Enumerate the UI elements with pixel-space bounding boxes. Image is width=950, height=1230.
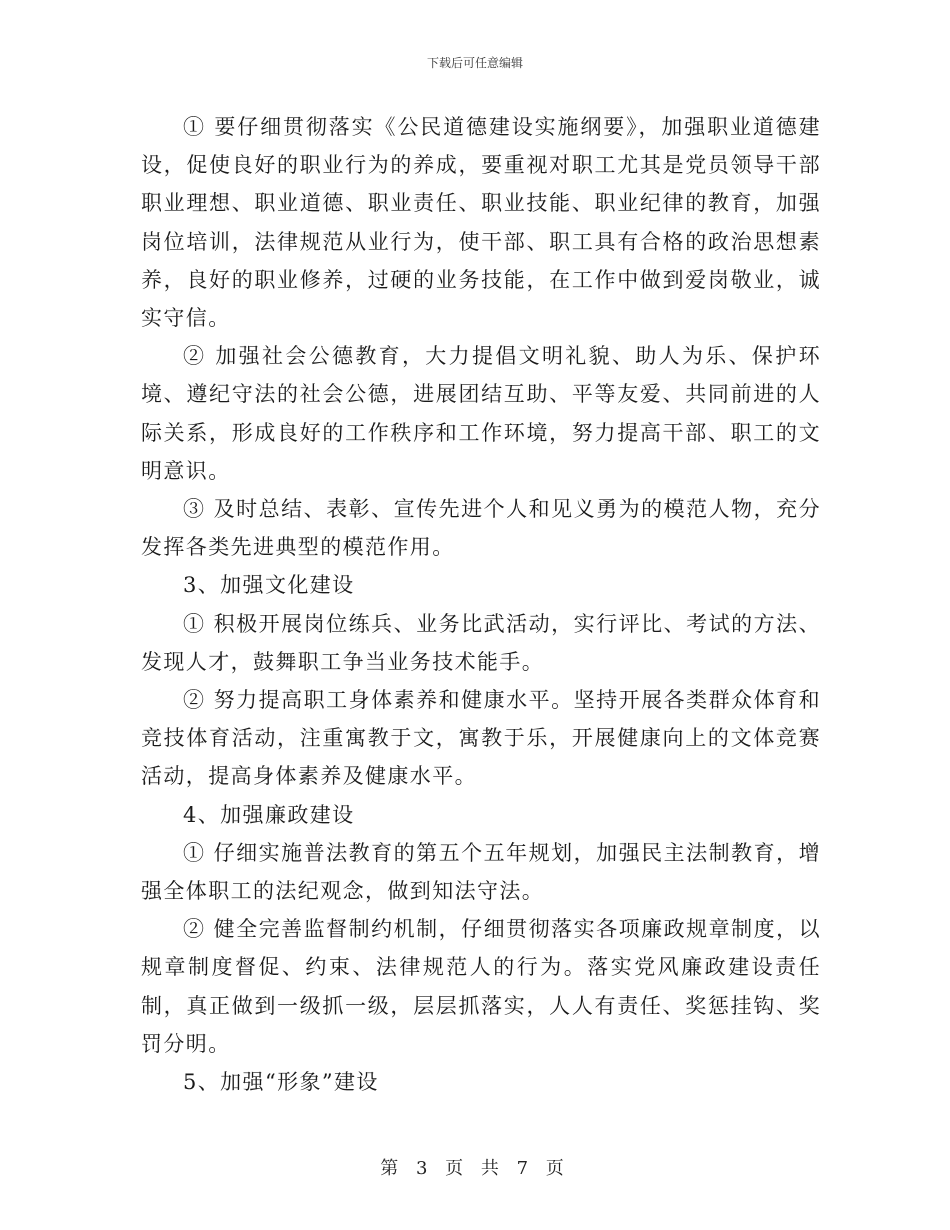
paragraph-integrity-2: ② 健全完善监督制约机制，仔细贯彻落实各项廉政规章制度，以规章制度督促、约束、法律规范人的行为。落实党风廉政建设责任制，真正做到一级抓一级，层层抓落实，人人有责任、奖惩挂钩、奖罚分明。 <box>141 917 821 1056</box>
paragraph-ethics-3: ③ 及时总结、表彰、宣传先进个人和见义勇为的模范人物，充分发挥各类先进典型的模范作用。 <box>141 497 821 560</box>
page-header: 下载后可任意编辑 <box>426 56 523 70</box>
section-heading-integrity: 4、加强廉政建设 <box>183 802 355 827</box>
paragraph-ethics-1: ① 要仔细贯彻落实《公民道德建设实施纲要》，加强职业道德建设，促使良好的职业行为的养成，要重视对职工尤其是党员领导干部职业理想、职业道德、职业责任、职业技能、职业纪律的教育，加强岗位培训，法律规范从业行为，使干部、职工具有合格的政治思想素养，良好的职业修养，过硬的业务技能，在工作中做到爱岗敬业，诚实守信。 <box>141 115 821 331</box>
paragraph-integrity-1: ① 仔细实施普法教育的第五个五年规划，加强民主法制教育，增强全体职工的法纪观念，做到知法守法。 <box>141 840 821 904</box>
paragraph-culture-2: ② 努力提高职工身体素养和健康水平。坚持开展各类群众体育和竞技体育活动，注重寓教于文，寓教于乐，开展健康向上的文体竞赛活动，提高身体素养及健康水平。 <box>141 688 821 789</box>
section-heading-image: 5、加强“形象”建设 <box>183 1070 379 1095</box>
section-heading-culture: 3、加强文化建设 <box>183 573 355 598</box>
paragraph-ethics-2: ② 加强社会公德教育，大力提倡文明礼貌、助人为乐、保护环境、遵纪守法的社会公德，进展团结互助、平等友爱、共同前进的人际关系，形成良好的工作秩序和工作环境，努力提高干部、职工的文明意识。 <box>141 344 821 483</box>
page-number: 第 3 页 共 7 页 <box>380 1158 570 1179</box>
paragraph-culture-1: ① 积极开展岗位练兵、业务比武活动，实行评比、考试的方法、发现人才，鼓舞职工争当业务技术能手。 <box>141 611 821 674</box>
document-body <box>141 108 821 1101</box>
